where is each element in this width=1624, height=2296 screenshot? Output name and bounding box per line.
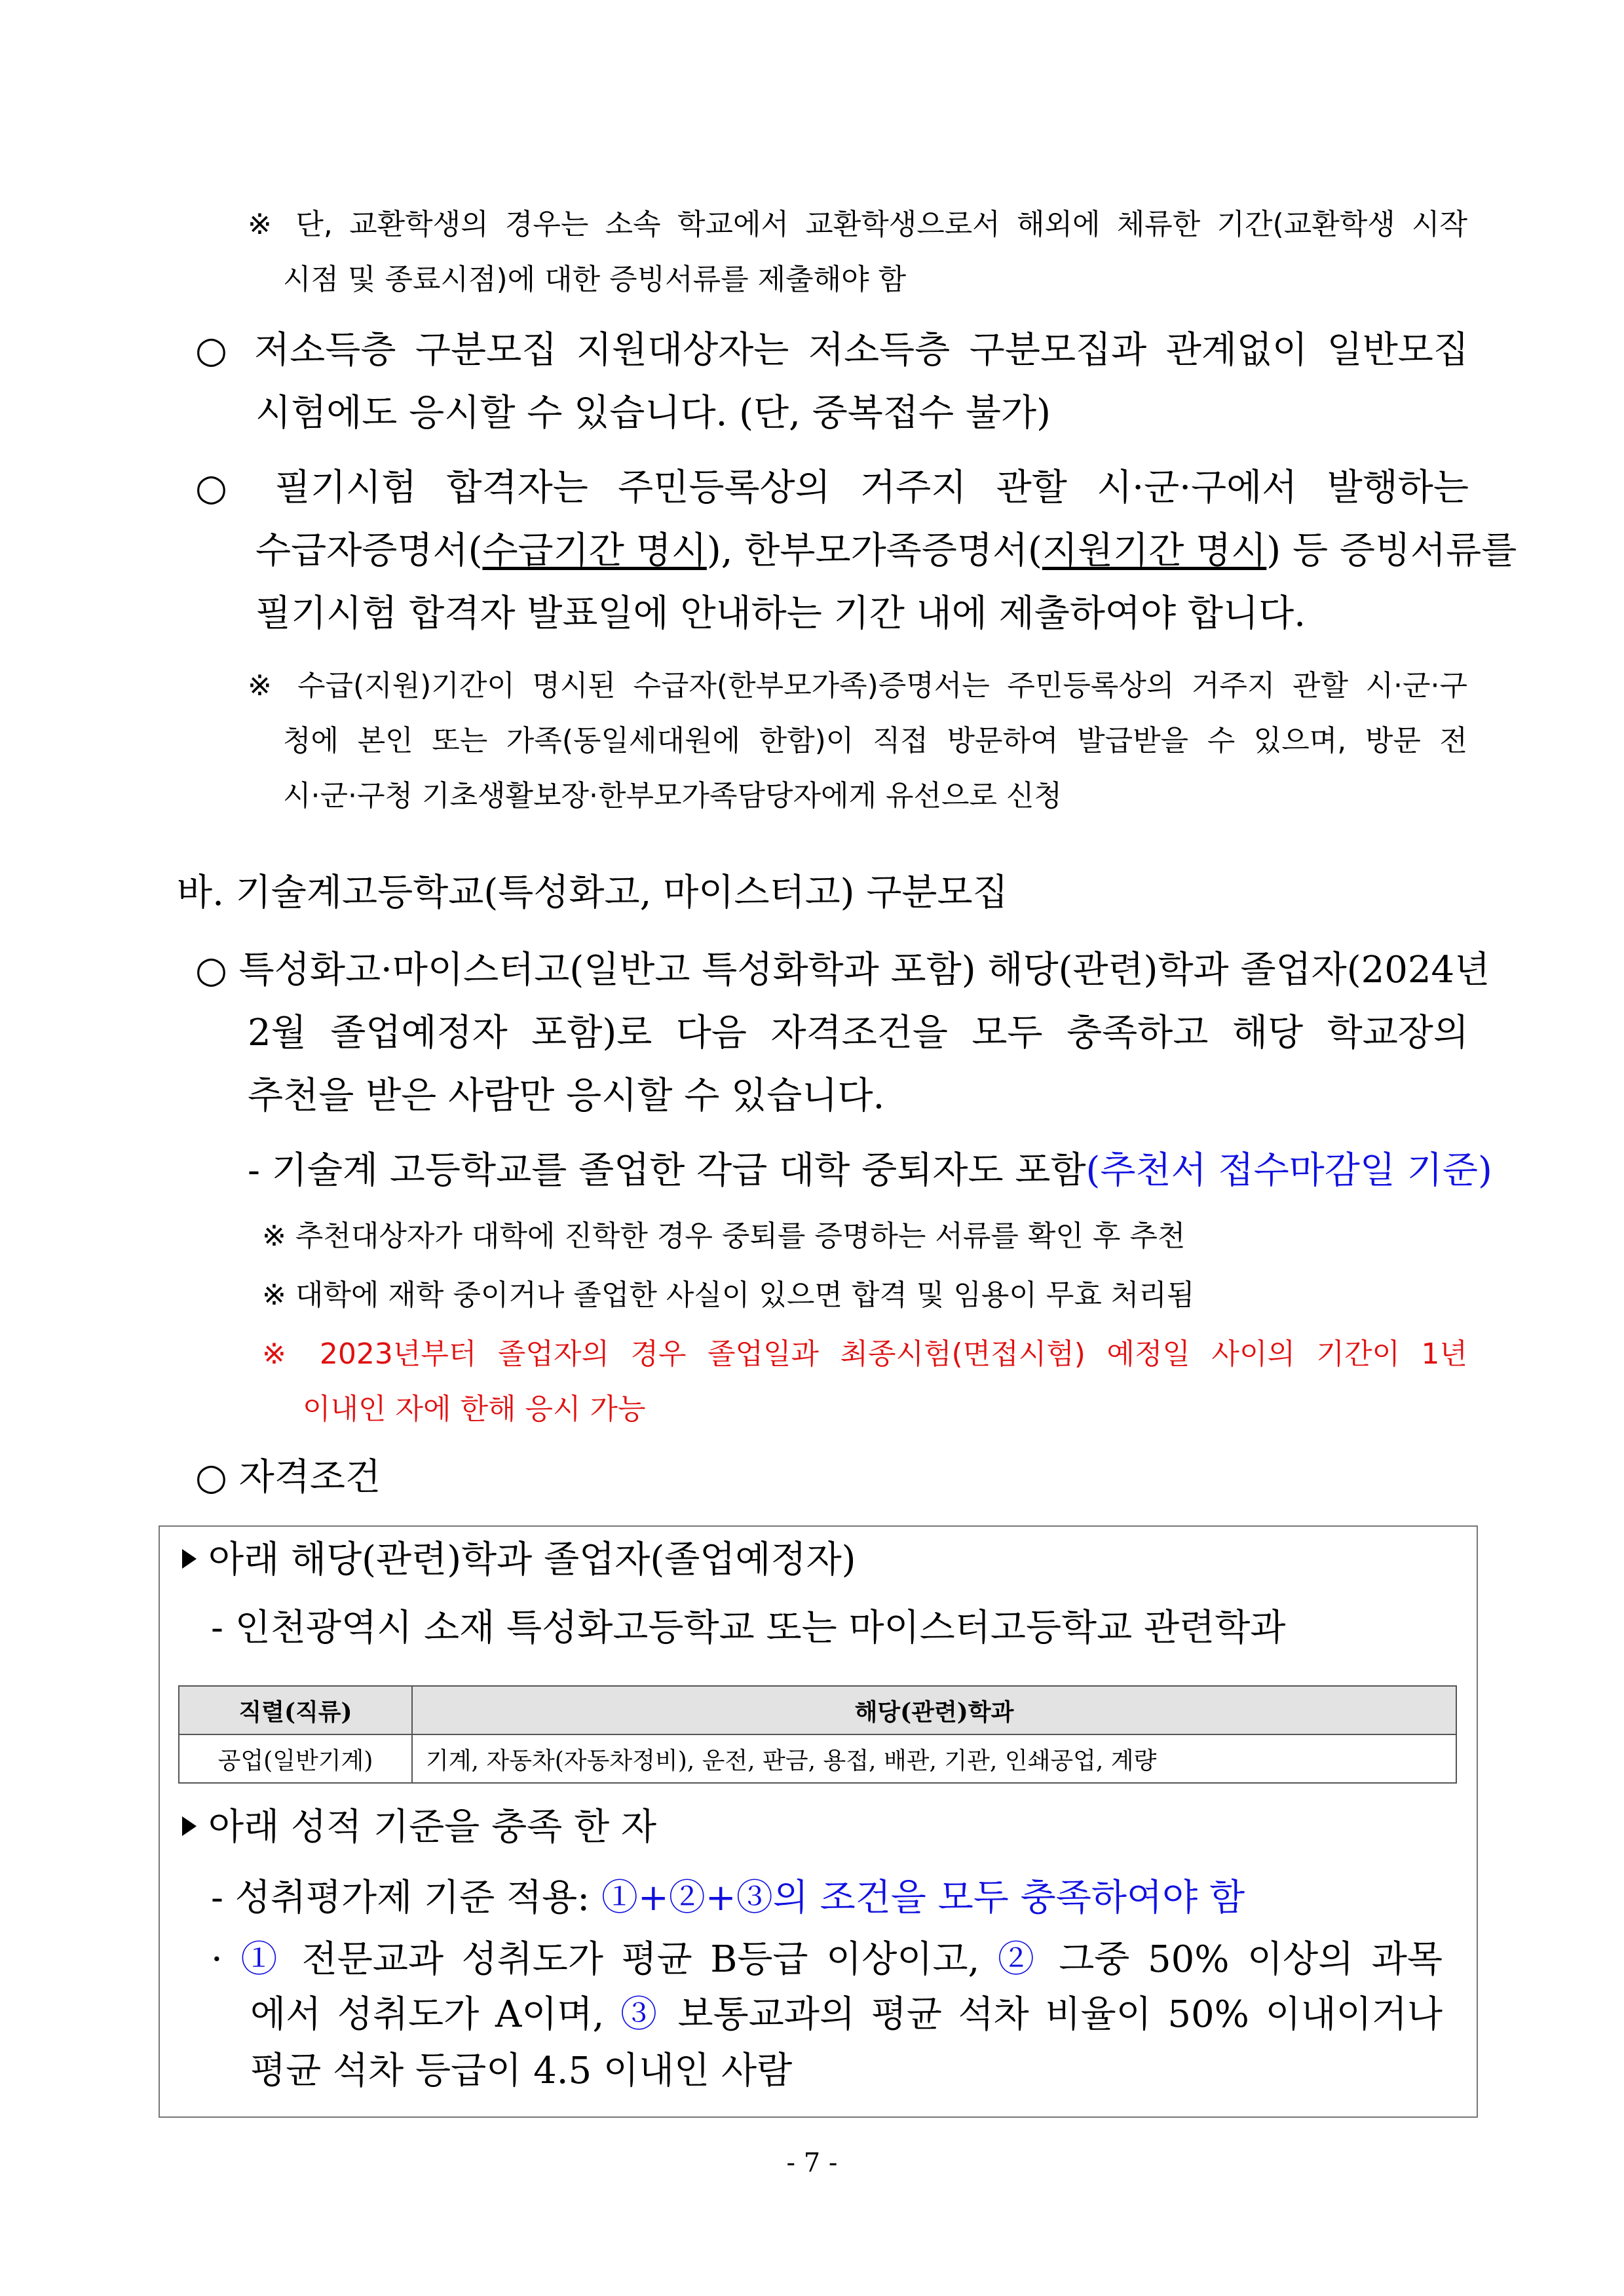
ba-item1-line1: ○ 특성화고·마이스터고(일반고 특성화학과 포함) 해당(관련)학과 졸업자(2024년: [195, 949, 1490, 991]
table-header-row: [179, 1686, 1456, 1734]
box-heading-grades: 아래 성적 기준을 충족 한 자: [182, 1798, 656, 1850]
box-bullet-line3: 평균 석차 등급이 4.5 이내인 사람: [250, 2050, 793, 2092]
recommendation-deadline-note: (추천서 접수마감일 기준): [1086, 1149, 1492, 1192]
low-income-item2-line2: 수급자증명서(수급기간 명시), 한부모가족증명서(지원기간 명시) 등 증빙서류를: [255, 529, 1517, 572]
box-bullet-line2: 에서 성취도가 A이며, ③ 보통교과의 평균 석차 비율이 50% 이내이거나: [250, 1993, 1443, 2036]
low-income-item1-line1: ○ 저소득층 구분모집 지원대상자는 저소득층 구분모집과 관계없이 일반모집: [195, 329, 1469, 372]
table-header-cell: 해당(관련)학과: [412, 1686, 1456, 1734]
low-income-item2-line3: 필기시험 합격자 발표일에 안내하는 기간 내에 제출하여야 합니다.: [255, 592, 1306, 635]
low-income-item1-line2: 시험에도 응시할 수 있습니다. (단, 중복접수 불가): [255, 392, 1051, 434]
low-income-note-line2: 청에 본인 또는 가족(동일세대원에 한함)이 직접 방문하여 발급받을 수 있으며, 방문 전: [283, 724, 1467, 757]
ba-dash-college-dropout: - 기술계 고등학교를 졸업한 각급 대학 중퇴자도 포함(추천서 접수마감일 기준): [248, 1149, 1492, 1192]
box-heading-department: 아래 해당(관련)학과 졸업자(졸업예정자): [182, 1531, 856, 1583]
low-income-note-line3: 시·군·구청 기초생활보장·한부모가족담당자에게 유선으로 신청: [283, 779, 1063, 813]
low-income-item2-line1: ○ 필기시험 합격자는 주민등록상의 거주지 관할 시·군·구에서 발행하는: [195, 467, 1469, 509]
ba-item1-line3: 추천을 받은 사람만 응시할 수 있습니다.: [248, 1075, 885, 1117]
underlined-period-1: 수급기간 명시: [482, 529, 707, 572]
page-number: - 7 -: [786, 2148, 838, 2178]
box-sub-incheon: - 인천광역시 소재 특성화고등학교 또는 마이스터고등학교 관련학과: [211, 1607, 1286, 1649]
exchange-note-line1: ※ 단, 교환학생의 경우는 소속 학교에서 교환학생으로서 해외에 체류한 기간(교환학생 시작: [248, 208, 1467, 241]
ba-note1: ※ 추천대상자가 대학에 진학한 경우 중퇴를 증명하는 서류를 확인 후 추천: [262, 1219, 1186, 1253]
exchange-note-line2: 시점 및 종료시점)에 대한 증빙서류를 제출해야 함: [283, 263, 907, 296]
ba-item1-line2: 2월 졸업예정자 포함)로 다음 자격조건을 모두 충족하고 해당 학교장의: [248, 1012, 1469, 1054]
conditions-all-required: ①+②+③의 조건을 모두 충족하여야 함: [601, 1877, 1245, 1919]
department-table: [178, 1685, 1457, 1784]
table-cell: 기계, 자동차(자동차정비), 운전, 판금, 용접, 배관, 기관, 인쇄공업, 계량: [412, 1734, 1456, 1783]
qualification-heading: ○ 자격조건: [195, 1456, 381, 1499]
underlined-period-2: 지원기간 명시: [1042, 529, 1267, 572]
triangle-bullet-icon: [182, 1549, 197, 1569]
box-bullet-line1: · ① 전문교과 성취도가 평균 B등급 이상이고, ② 그중 50% 이상의 과목: [211, 1938, 1443, 1981]
box-sub-achievement: - 성취평가제 기준 적용: ①+②+③의 조건을 모두 충족하여야 함: [211, 1877, 1245, 1919]
ba-note3-line2: 이내인 자에 한해 응시 가능: [303, 1392, 646, 1426]
table-cell: 공업(일반기계): [179, 1734, 412, 1783]
section-ba-title: 바. 기술계고등학교(특성화고, 마이스터고) 구분모집: [177, 871, 1008, 914]
table-row: [179, 1734, 1456, 1783]
ba-note3-line1: ※ 2023년부터 졸업자의 경우 졸업일과 최종시험(면접시험) 예정일 사이의 기간이 1년: [262, 1337, 1467, 1371]
low-income-note-line1: ※ 수급(지원)기간이 명시된 수급자(한부모가족)증명서는 주민등록상의 거주지 관할 시·군·구: [248, 669, 1467, 702]
table-header-cell: 직렬(직류): [179, 1686, 412, 1734]
ba-note2: ※ 대학에 재학 중이거나 졸업한 사실이 있으면 합격 및 임용이 무효 처리됨: [262, 1278, 1195, 1312]
triangle-bullet-icon: [182, 1816, 197, 1836]
